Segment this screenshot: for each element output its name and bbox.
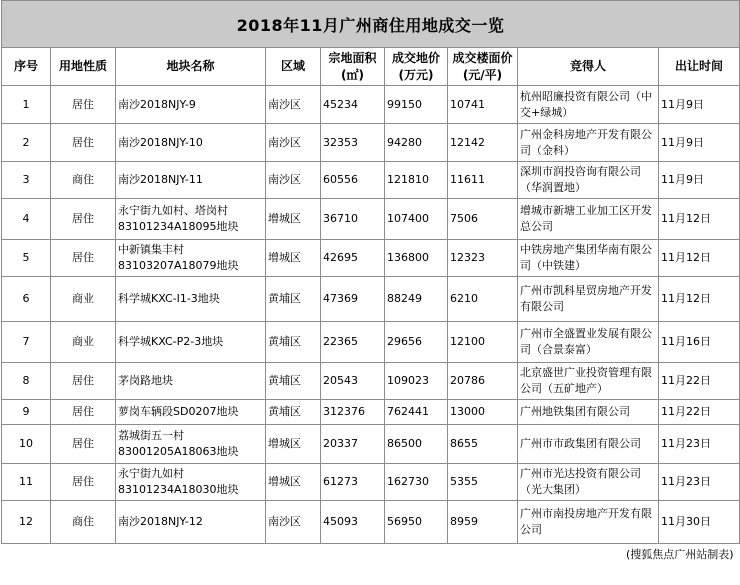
cell-date: 11月23日: [659, 464, 740, 501]
cell-floor-price: 10741: [448, 86, 518, 124]
cell-floor-price: 8959: [448, 501, 518, 544]
cell-use: 居住: [51, 363, 116, 400]
cell-winner: 广州市全盛置业发展有限公司（合景泰富）: [518, 322, 659, 363]
cell-name: 萝岗车辆段SD0207地块: [116, 400, 266, 425]
header-floor-price-unit: (元/平): [462, 67, 503, 82]
cell-district: 黄埔区: [266, 400, 321, 425]
cell-price: 107400: [385, 199, 448, 240]
cell-area: 36710: [321, 199, 385, 240]
cell-seq: 11: [2, 464, 51, 501]
cell-seq: 6: [2, 277, 51, 322]
header-date: 出让时间: [659, 48, 740, 86]
cell-district: 南沙区: [266, 162, 321, 199]
cell-seq: 4: [2, 199, 51, 240]
cell-area: 45234: [321, 86, 385, 124]
cell-name: 永宁街九如村、塔岗村83101234A18095地块: [116, 199, 266, 240]
cell-seq: 9: [2, 400, 51, 425]
cell-date: 11月30日: [659, 501, 740, 544]
table-row: [2, 162, 740, 199]
header-area-label: 宗地面积: [328, 50, 377, 65]
cell-price: 762441: [385, 400, 448, 425]
cell-date: 11月12日: [659, 277, 740, 322]
land-transaction-table: [1, 0, 740, 563]
cell-price: 86500: [385, 425, 448, 464]
cell-district: 黄埔区: [266, 363, 321, 400]
header-area-unit: (㎡): [341, 67, 364, 82]
cell-name: 荔城街五一村83001205A18063地块: [116, 425, 266, 464]
cell-price: 136800: [385, 240, 448, 277]
header-use: 用地性质: [51, 48, 116, 86]
cell-floor-price: 20786: [448, 363, 518, 400]
cell-name: 南沙2018NJY-9: [116, 86, 266, 124]
header-area: [321, 48, 385, 86]
table-row: [2, 400, 740, 425]
cell-seq: 2: [2, 124, 51, 162]
cell-floor-price: 13000: [448, 400, 518, 425]
cell-price: 88249: [385, 277, 448, 322]
table-row: [2, 464, 740, 501]
table-row: [2, 124, 740, 162]
header-floor-price-label: 成交楼面价: [452, 50, 513, 65]
header-floor-price: [448, 48, 518, 86]
cell-floor-price: 8655: [448, 425, 518, 464]
cell-area: 47369: [321, 277, 385, 322]
cell-date: 11月9日: [659, 86, 740, 124]
cell-name: 中新镇集丰村83103207A18079地块: [116, 240, 266, 277]
cell-date: 11月9日: [659, 124, 740, 162]
source-row: [2, 544, 740, 564]
cell-area: 22365: [321, 322, 385, 363]
cell-area: 61273: [321, 464, 385, 501]
source-note: (搜狐焦点广州站制表): [625, 548, 734, 561]
cell-use: 居住: [51, 425, 116, 464]
table-row: [2, 425, 740, 464]
cell-name: 永宁街九如村83101234A18030地块: [116, 464, 266, 501]
header-row: [2, 48, 740, 86]
cell-district: 南沙区: [266, 501, 321, 544]
cell-floor-price: 12323: [448, 240, 518, 277]
header-price: [385, 48, 448, 86]
cell-use: 居住: [51, 199, 116, 240]
table-row: [2, 322, 740, 363]
cell-date: 11月9日: [659, 162, 740, 199]
cell-winner: 广州市凯科星贸房地产开发有限公司: [518, 277, 659, 322]
cell-date: 11月22日: [659, 363, 740, 400]
cell-seq: 12: [2, 501, 51, 544]
cell-district: 增城区: [266, 464, 321, 501]
header-seq: 序号: [2, 48, 51, 86]
cell-winner: 杭州昭廉投资有限公司（中交+绿城）: [518, 86, 659, 124]
cell-use: 商住: [51, 162, 116, 199]
cell-use: 商住: [51, 501, 116, 544]
cell-date: 11月16日: [659, 322, 740, 363]
cell-winner: 广州市南投房地产开发有限公司: [518, 501, 659, 544]
cell-name: 南沙2018NJY-11: [116, 162, 266, 199]
cell-name: 南沙2018NJY-12: [116, 501, 266, 544]
cell-floor-price: 12142: [448, 124, 518, 162]
cell-seq: 1: [2, 86, 51, 124]
cell-use: 商业: [51, 277, 116, 322]
cell-date: 11月23日: [659, 425, 740, 464]
cell-price: 109023: [385, 363, 448, 400]
cell-name: 茅岗路地块: [116, 363, 266, 400]
cell-use: 居住: [51, 124, 116, 162]
header-district: 区域: [266, 48, 321, 86]
table-row: [2, 363, 740, 400]
header-price-label: 成交地价: [391, 50, 440, 65]
cell-winner: 增城市新塘工业加工区开发总公司: [518, 199, 659, 240]
cell-area: 42695: [321, 240, 385, 277]
header-price-unit: (万元): [398, 67, 434, 82]
cell-district: 南沙区: [266, 124, 321, 162]
cell-area: 20337: [321, 425, 385, 464]
cell-winner: 北京盛世广业投资管理有限公司（五矿地产）: [518, 363, 659, 400]
header-name: 地块名称: [116, 48, 266, 86]
cell-price: 162730: [385, 464, 448, 501]
cell-floor-price: 7506: [448, 199, 518, 240]
cell-seq: 8: [2, 363, 51, 400]
cell-winner: 广州金科房地产开发有限公司（金科）: [518, 124, 659, 162]
cell-price: 121810: [385, 162, 448, 199]
cell-area: 45093: [321, 501, 385, 544]
cell-use: 居住: [51, 400, 116, 425]
cell-name: 科学城KXC-I1-3地块: [116, 277, 266, 322]
cell-seq: 3: [2, 162, 51, 199]
cell-price: 29656: [385, 322, 448, 363]
cell-name: 科学城KXC-P2-3地块: [116, 322, 266, 363]
cell-use: 居住: [51, 464, 116, 501]
table-row: [2, 240, 740, 277]
cell-date: 11月22日: [659, 400, 740, 425]
cell-name: 南沙2018NJY-10: [116, 124, 266, 162]
cell-use: 居住: [51, 86, 116, 124]
cell-area: 20543: [321, 363, 385, 400]
cell-price: 99150: [385, 86, 448, 124]
cell-winner: 广州市光达投资有限公司（光大集团）: [518, 464, 659, 501]
cell-district: 增城区: [266, 240, 321, 277]
cell-area: 312376: [321, 400, 385, 425]
cell-date: 11月12日: [659, 199, 740, 240]
table-row: [2, 277, 740, 322]
cell-use: 居住: [51, 240, 116, 277]
table-row: [2, 199, 740, 240]
cell-date: 11月12日: [659, 240, 740, 277]
cell-floor-price: 6210: [448, 277, 518, 322]
cell-use: 商业: [51, 322, 116, 363]
cell-winner: 广州市市政集团有限公司: [518, 425, 659, 464]
table-title: 2018年11月广州商住用地成交一览: [2, 1, 740, 48]
cell-price: 56950: [385, 501, 448, 544]
cell-district: 黄埔区: [266, 277, 321, 322]
table-row: [2, 86, 740, 124]
cell-district: 增城区: [266, 199, 321, 240]
cell-district: 增城区: [266, 425, 321, 464]
cell-winner: 中铁房地产集团华南有限公司（中铁建）: [518, 240, 659, 277]
cell-seq: 7: [2, 322, 51, 363]
cell-floor-price: 5355: [448, 464, 518, 501]
cell-district: 南沙区: [266, 86, 321, 124]
cell-floor-price: 12100: [448, 322, 518, 363]
header-winner: 竞得人: [518, 48, 659, 86]
table-row: [2, 501, 740, 544]
cell-area: 60556: [321, 162, 385, 199]
cell-floor-price: 11611: [448, 162, 518, 199]
cell-seq: 10: [2, 425, 51, 464]
cell-seq: 5: [2, 240, 51, 277]
cell-winner: 广州地铁集团有限公司: [518, 400, 659, 425]
cell-price: 94280: [385, 124, 448, 162]
cell-area: 32353: [321, 124, 385, 162]
cell-winner: 深圳市润投咨询有限公司（华润置地）: [518, 162, 659, 199]
cell-district: 黄埔区: [266, 322, 321, 363]
land-transaction-sheet: [1, 0, 739, 563]
